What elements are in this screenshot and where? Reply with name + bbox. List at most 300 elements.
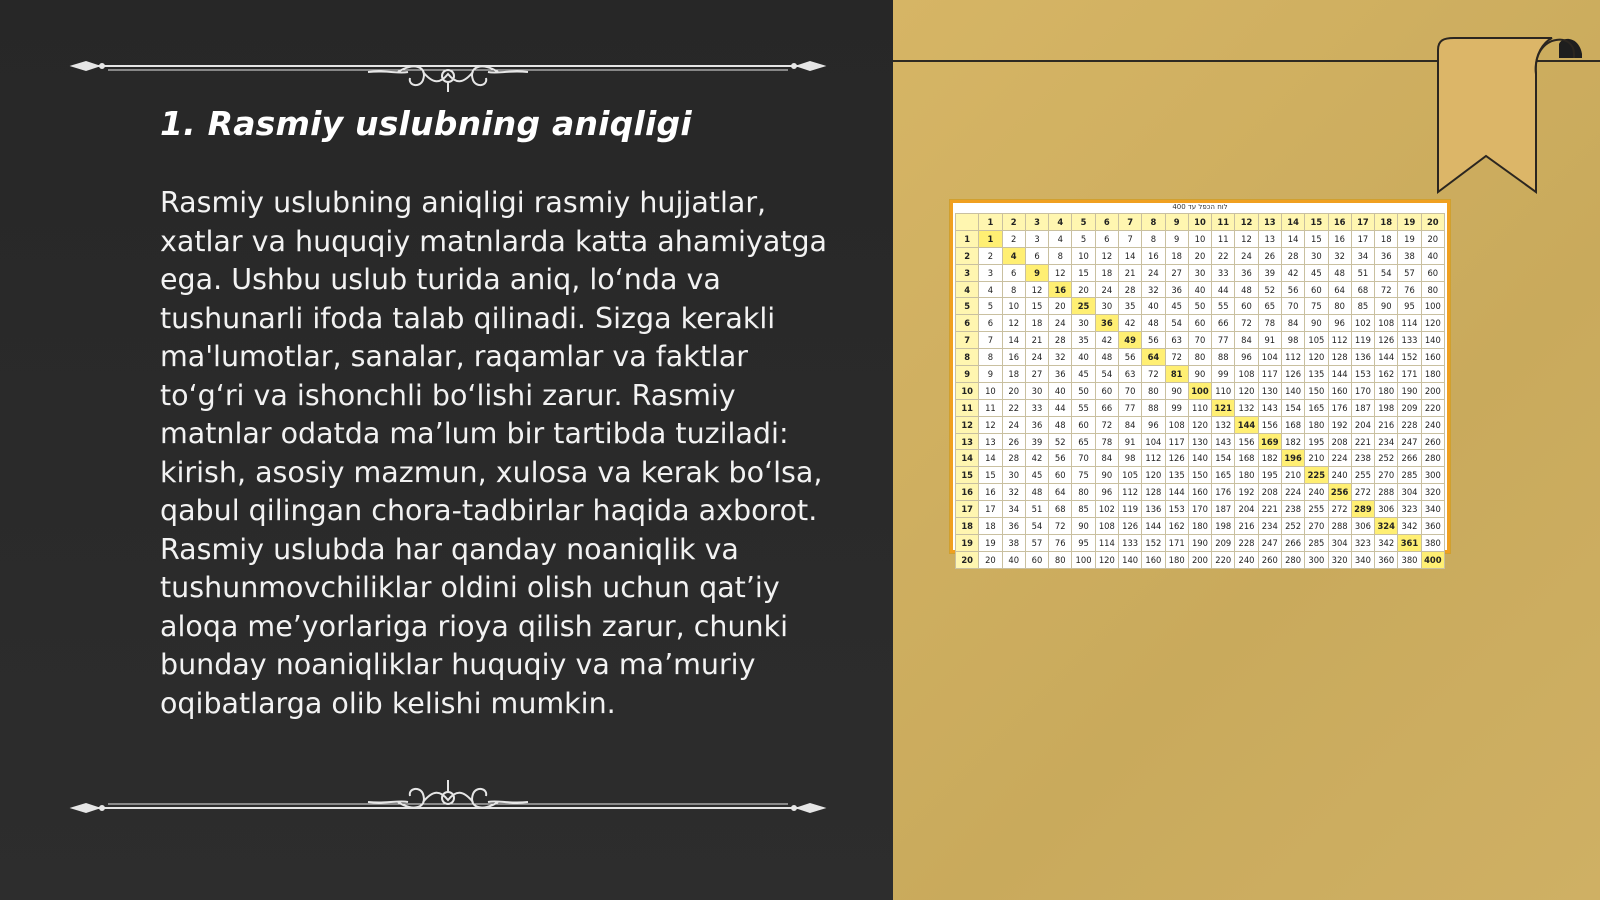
table-square-cell: 324 xyxy=(1375,518,1398,535)
table-column-header: 18 xyxy=(1375,214,1398,231)
table-cell: 160 xyxy=(1188,484,1211,501)
table-row-header: 18 xyxy=(956,518,979,535)
table-cell: 260 xyxy=(1258,551,1281,568)
table-cell: 102 xyxy=(1095,501,1118,518)
table-cell: 112 xyxy=(1281,349,1304,366)
table-cell: 42 xyxy=(1118,315,1141,332)
table-cell: 20 xyxy=(1421,230,1444,247)
table-cell: 17 xyxy=(979,501,1002,518)
table-cell: 42 xyxy=(1281,264,1304,281)
table-cell: 6 xyxy=(1002,264,1025,281)
table-cell: 78 xyxy=(1258,315,1281,332)
table-cell: 12 xyxy=(1095,247,1118,264)
table-cell: 36 xyxy=(1375,247,1398,264)
table-cell: 60 xyxy=(1095,382,1118,399)
table-cell: 57 xyxy=(1398,264,1421,281)
table-cell: 195 xyxy=(1258,467,1281,484)
table-column-header: 19 xyxy=(1398,214,1421,231)
table-cell: 360 xyxy=(1375,551,1398,568)
table-row xyxy=(956,399,1445,416)
table-cell: 60 xyxy=(1072,416,1095,433)
table-row xyxy=(956,230,1445,247)
table-cell: 56 xyxy=(1118,349,1141,366)
table-cell: 54 xyxy=(1025,518,1048,535)
table-cell: 24 xyxy=(1025,349,1048,366)
table-cell: 18 xyxy=(1025,315,1048,332)
table-cell: 55 xyxy=(1072,399,1095,416)
table-cell: 44 xyxy=(1049,399,1072,416)
table-cell: 51 xyxy=(1351,264,1374,281)
table-cell: 170 xyxy=(1188,501,1211,518)
table-square-cell: 4 xyxy=(1002,247,1025,264)
table-cell: 320 xyxy=(1421,484,1444,501)
table-cell: 152 xyxy=(1398,349,1421,366)
table-cell: 120 xyxy=(1421,315,1444,332)
table-cell: 280 xyxy=(1281,551,1304,568)
table-column-header: 1 xyxy=(979,214,1002,231)
table-cell: 323 xyxy=(1398,501,1421,518)
table-cell: 153 xyxy=(1351,366,1374,383)
table-cell: 45 xyxy=(1072,366,1095,383)
table-cell: 5 xyxy=(979,298,1002,315)
table-cell: 150 xyxy=(1188,467,1211,484)
table-cell: 14 xyxy=(1118,247,1141,264)
table-cell: 176 xyxy=(1212,484,1235,501)
table-cell: 33 xyxy=(1025,399,1048,416)
table-cell: 380 xyxy=(1398,551,1421,568)
table-cell: 221 xyxy=(1351,433,1374,450)
table-square-cell: 256 xyxy=(1328,484,1351,501)
table-cell: 14 xyxy=(1002,332,1025,349)
table-square-cell: 144 xyxy=(1235,416,1258,433)
table-cell: 133 xyxy=(1398,332,1421,349)
table-cell: 84 xyxy=(1095,450,1118,467)
table-cell: 48 xyxy=(1235,281,1258,298)
table-row-header: 13 xyxy=(956,433,979,450)
table-cell: 36 xyxy=(1002,518,1025,535)
table-cell: 126 xyxy=(1281,366,1304,383)
table-cell: 162 xyxy=(1375,366,1398,383)
table-cell: 2 xyxy=(979,247,1002,264)
table-cell: 75 xyxy=(1305,298,1328,315)
table-cell: 112 xyxy=(1118,484,1141,501)
table-cell: 10 xyxy=(1002,298,1025,315)
table-cell: 30 xyxy=(1188,264,1211,281)
table-cell: 105 xyxy=(1118,467,1141,484)
table-cell: 255 xyxy=(1305,501,1328,518)
table-cell: 14 xyxy=(979,450,1002,467)
table-cell: 144 xyxy=(1375,349,1398,366)
table-cell: 90 xyxy=(1072,518,1095,535)
table-cell: 190 xyxy=(1188,534,1211,551)
table-cell: 11 xyxy=(979,399,1002,416)
table-row xyxy=(956,349,1445,366)
table-cell: 180 xyxy=(1421,366,1444,383)
table-cell: 160 xyxy=(1142,551,1165,568)
table-cell: 30 xyxy=(1072,315,1095,332)
table-square-cell: 121 xyxy=(1212,399,1235,416)
table-cell: 66 xyxy=(1095,399,1118,416)
table-cell: 160 xyxy=(1421,349,1444,366)
table-row-header: 19 xyxy=(956,534,979,551)
table-cell: 140 xyxy=(1188,450,1211,467)
table-square-cell: 16 xyxy=(1049,281,1072,298)
table-cell: 40 xyxy=(1002,551,1025,568)
table-column-header: 13 xyxy=(1258,214,1281,231)
table-cell: 130 xyxy=(1188,433,1211,450)
table-cell: 285 xyxy=(1398,467,1421,484)
table-cell: 27 xyxy=(1165,264,1188,281)
table-cell: 12 xyxy=(1049,264,1072,281)
table-cell: 72 xyxy=(1142,366,1165,383)
table-cell: 272 xyxy=(1351,484,1374,501)
table-cell: 240 xyxy=(1421,416,1444,433)
table-cell: 96 xyxy=(1142,416,1165,433)
table-cell: 8 xyxy=(979,349,1002,366)
table-cell: 228 xyxy=(1398,416,1421,433)
table-cell: 18 xyxy=(1095,264,1118,281)
table-cell: 210 xyxy=(1281,467,1304,484)
table-cell: 252 xyxy=(1375,450,1398,467)
table-row-header: 6 xyxy=(956,315,979,332)
table-row xyxy=(956,332,1445,349)
table-cell: 154 xyxy=(1212,450,1235,467)
table-cell: 13 xyxy=(979,433,1002,450)
table-cell: 208 xyxy=(1258,484,1281,501)
table-cell: 38 xyxy=(1398,247,1421,264)
table-cell: 90 xyxy=(1095,467,1118,484)
table-column-header: 8 xyxy=(1142,214,1165,231)
table-cell: 144 xyxy=(1142,518,1165,535)
table-cell: 64 xyxy=(1328,281,1351,298)
table-cell: 300 xyxy=(1421,467,1444,484)
table-cell: 120 xyxy=(1188,416,1211,433)
table-cell: 44 xyxy=(1212,281,1235,298)
table-cell: 48 xyxy=(1328,264,1351,281)
table-cell: 16 xyxy=(1328,230,1351,247)
table-row xyxy=(956,281,1445,298)
table-cell: 48 xyxy=(1095,349,1118,366)
table-cell: 171 xyxy=(1398,366,1421,383)
table-cell: 90 xyxy=(1188,366,1211,383)
ornament-divider-icon xyxy=(68,42,828,92)
table-cell: 18 xyxy=(1002,366,1025,383)
table-cell: 57 xyxy=(1025,534,1048,551)
table-cell: 160 xyxy=(1328,382,1351,399)
table-cell: 342 xyxy=(1398,518,1421,535)
multiplication-table-image xyxy=(950,200,1450,565)
table-cell: 95 xyxy=(1072,534,1095,551)
table-cell: 9 xyxy=(979,366,1002,383)
table-cell: 108 xyxy=(1165,416,1188,433)
table-cell: 165 xyxy=(1305,399,1328,416)
table-cell: 6 xyxy=(1025,247,1048,264)
table-cell: 40 xyxy=(1142,298,1165,315)
bookmark-ribbon-icon xyxy=(1434,34,1584,204)
table-row xyxy=(956,551,1445,568)
table-cell: 110 xyxy=(1212,382,1235,399)
table-cell: 20 xyxy=(979,551,1002,568)
table-cell: 140 xyxy=(1281,382,1304,399)
table-cell: 110 xyxy=(1188,399,1211,416)
table-row-header: 11 xyxy=(956,399,979,416)
table-cell: 55 xyxy=(1212,298,1235,315)
table-square-cell: 225 xyxy=(1305,467,1328,484)
table-cell: 180 xyxy=(1188,518,1211,535)
table-cell: 8 xyxy=(1049,247,1072,264)
table-cell: 99 xyxy=(1212,366,1235,383)
table-cell: 6 xyxy=(1095,230,1118,247)
table-cell: 120 xyxy=(1142,467,1165,484)
table-cell: 26 xyxy=(1002,433,1025,450)
table-cell: 104 xyxy=(1142,433,1165,450)
table-cell: 16 xyxy=(979,484,1002,501)
table-cell: 105 xyxy=(1305,332,1328,349)
table-cell: 66 xyxy=(1212,315,1235,332)
table-cell: 340 xyxy=(1351,551,1374,568)
table-cell: 240 xyxy=(1305,484,1328,501)
table-cell: 285 xyxy=(1305,534,1328,551)
table-cell: 33 xyxy=(1212,264,1235,281)
table-square-cell: 100 xyxy=(1188,382,1211,399)
table-cell: 190 xyxy=(1398,382,1421,399)
table-cell: 32 xyxy=(1142,281,1165,298)
table-cell: 10 xyxy=(979,382,1002,399)
table-cell: 11 xyxy=(1212,230,1235,247)
table-column-header: 10 xyxy=(1188,214,1211,231)
table-cell: 77 xyxy=(1118,399,1141,416)
table-cell: 180 xyxy=(1375,382,1398,399)
table-cell: 238 xyxy=(1281,501,1304,518)
table-cell: 40 xyxy=(1421,247,1444,264)
table-square-cell: 400 xyxy=(1421,551,1444,568)
table-cell: 247 xyxy=(1398,433,1421,450)
table-cell: 63 xyxy=(1165,332,1188,349)
table-cell: 24 xyxy=(1095,281,1118,298)
table-column-header: 20 xyxy=(1421,214,1444,231)
table-cell: 60 xyxy=(1049,467,1072,484)
table-cell: 135 xyxy=(1305,366,1328,383)
table-cell: 27 xyxy=(1025,366,1048,383)
table-cell: 170 xyxy=(1351,382,1374,399)
table-cell: 72 xyxy=(1095,416,1118,433)
table-cell: 40 xyxy=(1049,382,1072,399)
table-cell: 300 xyxy=(1305,551,1328,568)
table-cell: 52 xyxy=(1258,281,1281,298)
table-row-header: 17 xyxy=(956,501,979,518)
table-row-header: 12 xyxy=(956,416,979,433)
table-cell: 42 xyxy=(1025,450,1048,467)
table-cell: 34 xyxy=(1002,501,1025,518)
table-cell: 260 xyxy=(1421,433,1444,450)
table-cell: 126 xyxy=(1118,518,1141,535)
table-cell: 17 xyxy=(1351,230,1374,247)
table-column-header: 11 xyxy=(1212,214,1235,231)
table-cell: 204 xyxy=(1235,501,1258,518)
table-cell: 24 xyxy=(1049,315,1072,332)
table-cell: 114 xyxy=(1095,534,1118,551)
table-row-header: 5 xyxy=(956,298,979,315)
table-row-header: 14 xyxy=(956,450,979,467)
table-cell: 36 xyxy=(1049,366,1072,383)
table-cell: 72 xyxy=(1165,349,1188,366)
table-cell: 22 xyxy=(1002,399,1025,416)
table-cell: 15 xyxy=(1072,264,1095,281)
table-cell: 18 xyxy=(979,518,1002,535)
table-cell: 304 xyxy=(1398,484,1421,501)
table-cell: 39 xyxy=(1258,264,1281,281)
table-cell: 60 xyxy=(1188,315,1211,332)
table-row xyxy=(956,264,1445,281)
table-cell: 90 xyxy=(1305,315,1328,332)
table-cell: 60 xyxy=(1305,281,1328,298)
table-cell: 28 xyxy=(1002,450,1025,467)
table-cell: 182 xyxy=(1281,433,1304,450)
table-column-header: 7 xyxy=(1118,214,1141,231)
table-cell: 117 xyxy=(1165,433,1188,450)
table-cell: 21 xyxy=(1118,264,1141,281)
table-column-header: 9 xyxy=(1165,214,1188,231)
table-cell: 270 xyxy=(1375,467,1398,484)
table-cell: 180 xyxy=(1305,416,1328,433)
table-cell: 247 xyxy=(1258,534,1281,551)
table-cell: 98 xyxy=(1118,450,1141,467)
table-row-header: 8 xyxy=(956,349,979,366)
table-cell: 200 xyxy=(1188,551,1211,568)
table-cell: 119 xyxy=(1118,501,1141,518)
table-cell: 108 xyxy=(1095,518,1118,535)
table-row-header: 10 xyxy=(956,382,979,399)
table-row xyxy=(956,298,1445,315)
table-cell: 10 xyxy=(1188,230,1211,247)
table-cell: 28 xyxy=(1049,332,1072,349)
table-column-header: 4 xyxy=(1049,214,1072,231)
table-cell: 68 xyxy=(1351,281,1374,298)
table-square-cell: 36 xyxy=(1095,315,1118,332)
table-cell: 56 xyxy=(1142,332,1165,349)
table-cell: 252 xyxy=(1281,518,1304,535)
table-cell: 280 xyxy=(1421,450,1444,467)
table-cell: 340 xyxy=(1421,501,1444,518)
table-cell: 30 xyxy=(1002,467,1025,484)
table-cell: 76 xyxy=(1049,534,1072,551)
table-cell: 210 xyxy=(1305,450,1328,467)
table-cell: 140 xyxy=(1421,332,1444,349)
table-cell: 24 xyxy=(1235,247,1258,264)
table-cell: 54 xyxy=(1375,264,1398,281)
table-cell: 220 xyxy=(1421,399,1444,416)
table-cell: 30 xyxy=(1305,247,1328,264)
table-cell: 20 xyxy=(1072,281,1095,298)
table-cell: 78 xyxy=(1095,433,1118,450)
table-cell: 204 xyxy=(1351,416,1374,433)
table-cell: 15 xyxy=(979,467,1002,484)
table-square-cell: 25 xyxy=(1072,298,1095,315)
table-column-header: 17 xyxy=(1351,214,1374,231)
table-cell: 126 xyxy=(1165,450,1188,467)
table-cell: 12 xyxy=(1002,315,1025,332)
table-cell: 12 xyxy=(1235,230,1258,247)
table-cell: 48 xyxy=(1142,315,1165,332)
table-cell: 40 xyxy=(1188,281,1211,298)
table-cell: 88 xyxy=(1212,349,1235,366)
table-cell: 228 xyxy=(1235,534,1258,551)
table-cell: 60 xyxy=(1421,264,1444,281)
table-cell: 84 xyxy=(1235,332,1258,349)
table-row-header: 4 xyxy=(956,281,979,298)
table-cell: 136 xyxy=(1351,349,1374,366)
table-column-header: 6 xyxy=(1095,214,1118,231)
table-cell: 220 xyxy=(1212,551,1235,568)
table-cell: 144 xyxy=(1328,366,1351,383)
table-row xyxy=(956,534,1445,551)
table-cell: 72 xyxy=(1049,518,1072,535)
table-cell: 208 xyxy=(1328,433,1351,450)
table-cell: 80 xyxy=(1421,281,1444,298)
table-cell: 70 xyxy=(1118,382,1141,399)
table-square-cell: 196 xyxy=(1281,450,1304,467)
table-cell: 4 xyxy=(1049,230,1072,247)
table-cell: 91 xyxy=(1118,433,1141,450)
slide-title: 1. Rasmiy uslubning aniqligi xyxy=(160,104,692,143)
table-cell: 152 xyxy=(1142,534,1165,551)
table-cell: 192 xyxy=(1328,416,1351,433)
table-cell: 114 xyxy=(1398,315,1421,332)
table-cell: 18 xyxy=(1165,247,1188,264)
table-cell: 85 xyxy=(1072,501,1095,518)
table-cell: 135 xyxy=(1165,467,1188,484)
table-cell: 14 xyxy=(1281,230,1304,247)
table-cell: 70 xyxy=(1072,450,1095,467)
table-row xyxy=(956,467,1445,484)
table-cell: 30 xyxy=(1025,382,1048,399)
table-cell: 99 xyxy=(1165,399,1188,416)
table-cell: 136 xyxy=(1142,501,1165,518)
table-cell: 40 xyxy=(1072,349,1095,366)
table-cell: 2 xyxy=(1002,230,1025,247)
table-cell: 80 xyxy=(1328,298,1351,315)
table-cell: 13 xyxy=(1258,230,1281,247)
table-cell: 16 xyxy=(1002,349,1025,366)
table-square-cell: 289 xyxy=(1351,501,1374,518)
table-cell: 100 xyxy=(1072,551,1095,568)
table-cell: 216 xyxy=(1375,416,1398,433)
table-cell: 80 xyxy=(1049,551,1072,568)
table-cell: 95 xyxy=(1398,298,1421,315)
table-cell: 72 xyxy=(1375,281,1398,298)
table-cell: 45 xyxy=(1305,264,1328,281)
table-row xyxy=(956,366,1445,383)
table-cell: 32 xyxy=(1002,484,1025,501)
table-cell: 132 xyxy=(1235,399,1258,416)
table-cell: 306 xyxy=(1375,501,1398,518)
table-cell: 84 xyxy=(1118,416,1141,433)
table-cell: 192 xyxy=(1235,484,1258,501)
table-cell: 304 xyxy=(1328,534,1351,551)
table-cell: 143 xyxy=(1258,399,1281,416)
table-cell: 76 xyxy=(1398,281,1421,298)
table-cell: 150 xyxy=(1305,382,1328,399)
table-cell: 96 xyxy=(1328,315,1351,332)
table-cell: 56 xyxy=(1281,281,1304,298)
table-cell: 18 xyxy=(1375,230,1398,247)
table-square-cell: 81 xyxy=(1165,366,1188,383)
table-cell: 104 xyxy=(1258,349,1281,366)
table-cell: 126 xyxy=(1375,332,1398,349)
table-cell: 100 xyxy=(1421,298,1444,315)
table-cell: 266 xyxy=(1281,534,1304,551)
table-cell: 209 xyxy=(1398,399,1421,416)
